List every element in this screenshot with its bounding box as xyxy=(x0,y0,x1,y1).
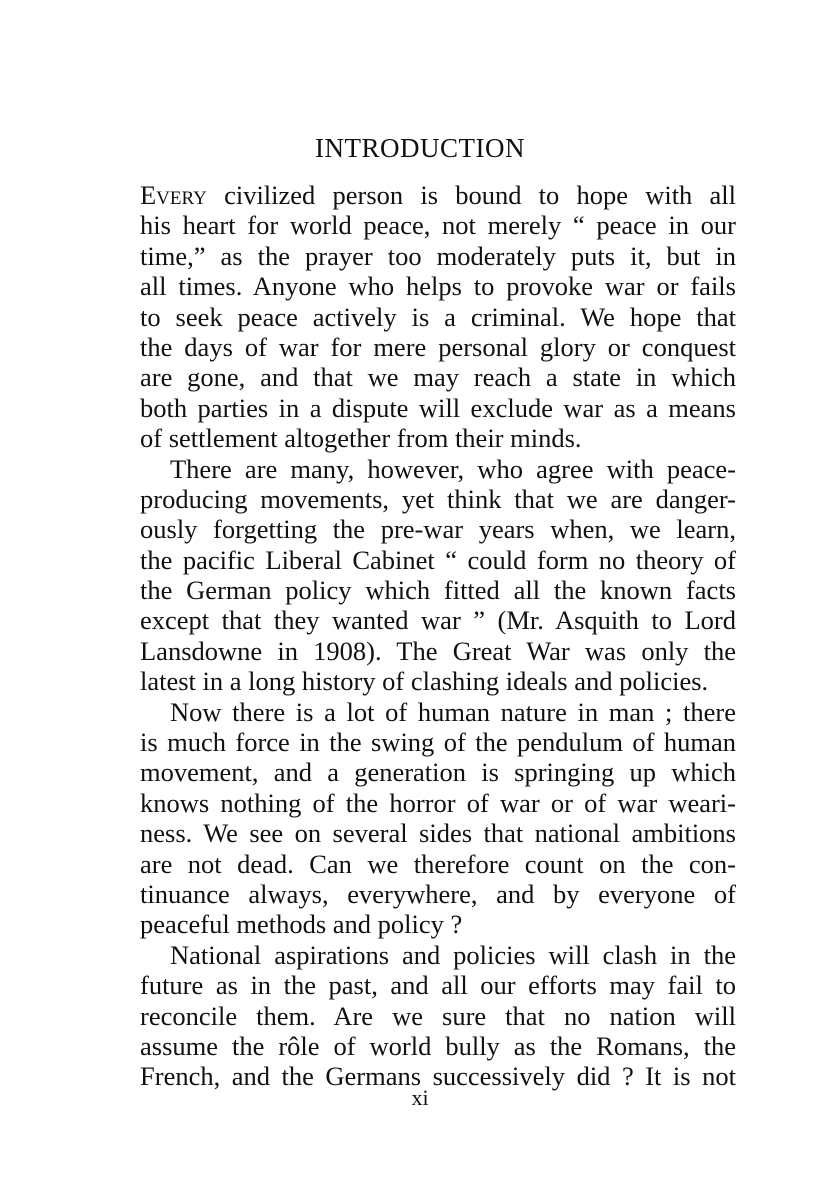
chapter-title: INTRODUCTION xyxy=(315,133,525,163)
text-line: peaceful methods and policy ? xyxy=(140,909,463,940)
text-line: tinuance always, everywhere, and by everyone of xyxy=(140,878,736,909)
page-number: xi xyxy=(411,1085,429,1110)
text-line: latest in a long history of clashing ideals and policies. xyxy=(140,666,709,697)
text-line: producing movements, yet think that we are danger- xyxy=(140,483,736,514)
text-line: both parties in a dispute will exclude war as a means xyxy=(140,392,736,423)
body-text xyxy=(140,180,736,1092)
text-line: is much force in the swing of the pendulum of human xyxy=(140,727,736,758)
text-line xyxy=(140,180,736,210)
text-line: his heart for world peace, not merely “ peace in our xyxy=(140,210,736,241)
text-line: ously forgetting the pre-war years when, we learn, xyxy=(140,514,736,545)
text-line: reconcile them. Are we sure that no nation will xyxy=(140,1000,736,1031)
text-line: Now there is a lot of human nature in man ; there xyxy=(170,696,736,727)
text-line: movement, and a generation is springing up which xyxy=(140,757,736,788)
text-line: assume the rôle of world bully as the Romans, the xyxy=(140,1030,736,1061)
text-line: to seek peace actively is a criminal. We hope that xyxy=(140,301,736,332)
text-line: the pacific Liberal Cabinet “ could form no theory of xyxy=(140,544,736,575)
text-line: ness. We see on several sides that national ambitions xyxy=(140,818,736,849)
text-line: except that they wanted war ” (Mr. Asquith to Lord xyxy=(140,605,736,636)
text-line: National aspirations and policies will clash in the xyxy=(170,939,736,970)
text-line: Lansdowne in 1908). The Great War was only the xyxy=(140,635,736,666)
lead-word: Every xyxy=(140,180,207,210)
text-line: of settlement altogether from their minds. xyxy=(140,423,582,454)
text-line: French, and the Germans successively did ? It is not xyxy=(140,1061,736,1092)
text-line: are not dead. Can we therefore count on the con- xyxy=(140,848,736,879)
text-line: future as in the past, and all our efforts may fail to xyxy=(140,970,736,1001)
text-line: the days of war for mere personal glory or conquest xyxy=(140,331,736,362)
text-line: time,” as the prayer too moderately puts it, but in xyxy=(140,240,736,271)
text-line: are gone, and that we may reach a state in which xyxy=(140,362,736,393)
text-line: the German policy which fitted all the known facts xyxy=(140,575,736,606)
text-line: There are many, however, who agree with peace- xyxy=(170,453,736,484)
line-text: civilized person is bound to hope with all xyxy=(206,180,736,210)
text-line: knows nothing of the horror of war or of war weari- xyxy=(140,787,736,818)
text-line: all times. Anyone who helps to provoke war or fails xyxy=(140,271,736,302)
